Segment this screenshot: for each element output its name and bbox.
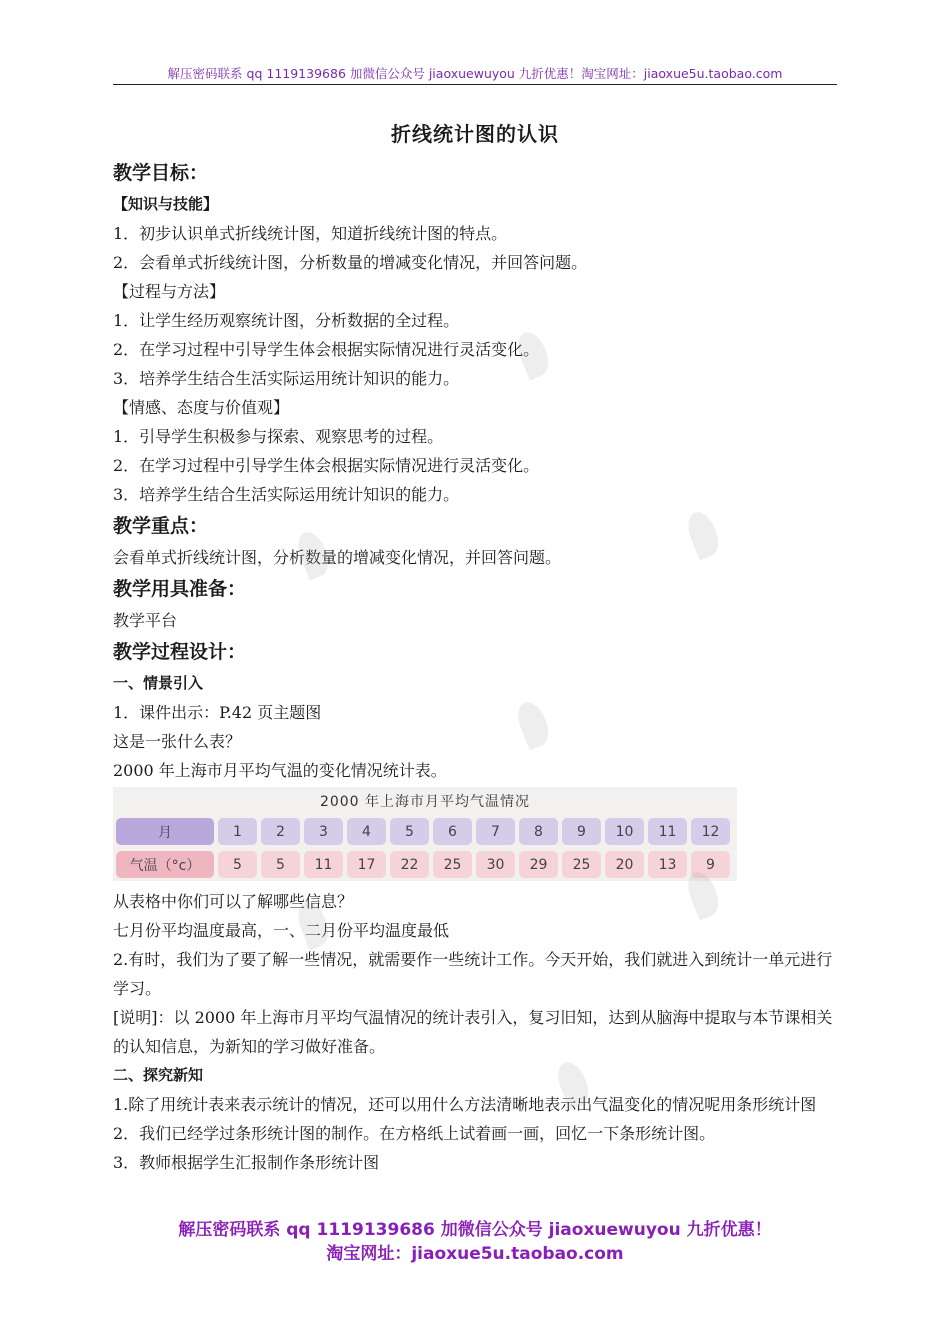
part2-line: 2．我们已经学过条形统计图的制作。在方格纸上试着画一画，回忆一下条形统计图。 — [113, 1124, 716, 1143]
table-cell-temp: 13 — [648, 851, 687, 878]
process-heading: 教学过程设计： — [113, 641, 247, 663]
table-cell-month: 11 — [648, 818, 687, 845]
table-row-months — [116, 818, 734, 847]
table-row-temps — [116, 851, 734, 880]
goal-item: 2．在学习过程中引导学生体会根据实际情况进行灵活变化。 — [113, 456, 540, 475]
keypoint-heading: 教学重点： — [113, 515, 209, 537]
table-title: 2000 年上海市月平均气温情况 — [319, 794, 531, 810]
table-cell-temp: 17 — [347, 851, 386, 878]
table-cell-month: 12 — [691, 818, 730, 845]
goal-item: 3．培养学生结合生活实际运用统计知识的能力。 — [113, 369, 460, 388]
goals-section-label: 【情感、态度与价值观】 — [113, 398, 290, 417]
keypoint-text: 会看单式折线统计图，分析数量的增减变化情况，并回答问题。 — [113, 548, 562, 567]
part1-note: [说明]：以 2000 年上海市月平均气温情况的统计表引入，复习旧知，达到从脑海中提取与本节课相关的认知信息，为新知的学习做好准备。 — [113, 1008, 833, 1056]
tools-heading: 教学用具准备： — [113, 578, 247, 600]
goal-item: 3．培养学生结合生活实际运用统计知识的能力。 — [113, 485, 460, 504]
goal-item: 1．让学生经历观察统计图，分析数据的全过程。 — [113, 311, 460, 330]
footer-line: 淘宝网址：jiaoxue5u.taobao.com — [326, 1244, 624, 1264]
table-cell-month: 10 — [605, 818, 644, 845]
header-text: 解压密码联系 qq 1119139686 加微信公众号 jiaoxuewuyou 九折优惠！淘宝网址：jiaoxue5u.taobao.com — [167, 66, 783, 81]
part1-line: 1．课件出示：P.42 页主题图 — [113, 703, 322, 722]
header-rule — [113, 84, 837, 85]
table-cell-temp: 11 — [304, 851, 343, 878]
goal-item: 2．在学习过程中引导学生体会根据实际情况进行灵活变化。 — [113, 340, 540, 359]
table-cell-temp: 25 — [433, 851, 472, 878]
footer — [0, 1218, 950, 1266]
goal-item: 1．初步认识单式折线统计图，知道折线统计图的特点。 — [113, 224, 508, 243]
temperature-table — [113, 787, 737, 881]
document-title: 折线统计图的认识 — [391, 122, 559, 146]
document-body — [113, 156, 841, 1177]
part1-line: 2000 年上海市月平均气温的变化情况统计表。 — [113, 761, 447, 780]
table-cell-temp: 30 — [476, 851, 515, 878]
goals-heading: 教学目标： — [113, 162, 209, 184]
table-row-label: 月 — [116, 818, 214, 845]
part1-line: 七月份平均温度最高，一、二月份平均温度最低 — [113, 921, 450, 940]
table-cell-month: 8 — [519, 818, 558, 845]
goals-section-label: 【知识与技能】 — [113, 195, 219, 213]
table-cell-month: 7 — [476, 818, 515, 845]
table-cell-temp: 29 — [519, 851, 558, 878]
table-cell-temp: 25 — [562, 851, 601, 878]
part2-heading: 二、探究新知 — [113, 1066, 204, 1084]
table-cell-month: 1 — [218, 818, 257, 845]
table-cell-temp: 5 — [261, 851, 300, 878]
table-row-label: 气温（°c） — [116, 851, 214, 878]
goal-item: 2．会看单式折线统计图，分析数量的增减变化情况，并回答问题。 — [113, 253, 588, 272]
table-cell-temp: 22 — [390, 851, 429, 878]
table-cell-month: 5 — [390, 818, 429, 845]
tools-text: 教学平台 — [113, 611, 178, 630]
part2-line: 3．教师根据学生汇报制作条形统计图 — [113, 1153, 380, 1172]
table-cell-month: 3 — [304, 818, 343, 845]
table-cell-month: 4 — [347, 818, 386, 845]
table-cell-month: 2 — [261, 818, 300, 845]
footer-line: 解压密码联系 qq 1119139686 加微信公众号 jiaoxuewuyou 九折优惠！ — [178, 1220, 772, 1240]
goals-section-label: 【过程与方法】 — [113, 282, 226, 301]
part2-line: 1.除了用统计表来表示统计的情况，还可以用什么方法清晰地表示出气温变化的情况呢用条形统计图 — [113, 1095, 817, 1114]
part1-line: 这是一张什么表？ — [113, 732, 242, 751]
table-cell-temp: 5 — [218, 851, 257, 878]
part1-heading: 一、情景引入 — [113, 674, 204, 692]
part1-line: 从表格中你们可以了解哪些信息？ — [113, 892, 354, 911]
table-cell-temp: 20 — [605, 851, 644, 878]
part1-line: 2.有时，我们为了要了解一些情况，就需要作一些统计工作。今天开始，我们就进入到统计一单元进行学习。 — [113, 950, 833, 998]
goal-item: 1．引导学生积极参与探索、观察思考的过程。 — [113, 427, 444, 446]
table-cell-month: 9 — [562, 818, 601, 845]
table-cell-temp: 9 — [691, 851, 730, 878]
table-cell-month: 6 — [433, 818, 472, 845]
